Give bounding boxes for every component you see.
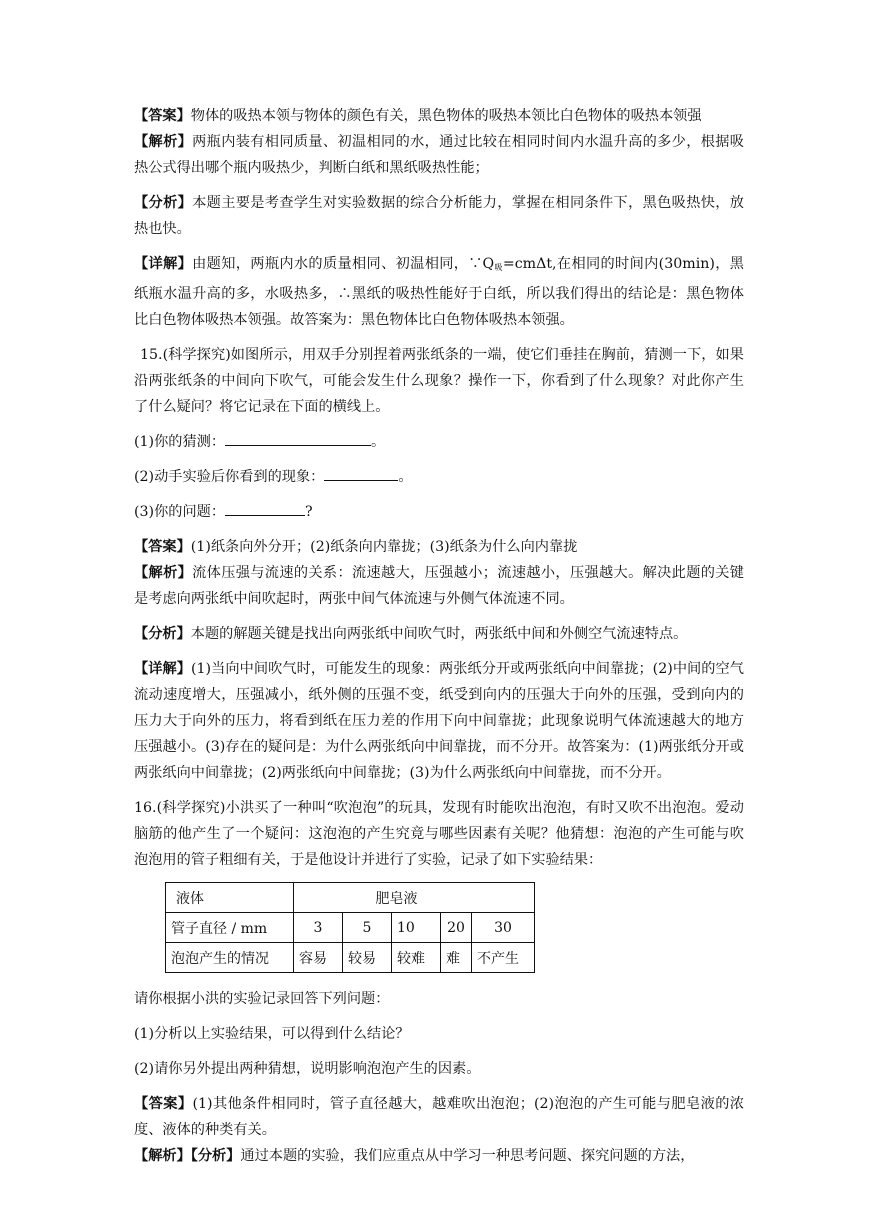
table-cell: 肥皂液 (294, 883, 535, 913)
table-cell: 5 (343, 913, 392, 943)
discussion-tag: 【分析】 (134, 195, 193, 211)
experiment-table (165, 882, 535, 973)
answer-tag: 【答案】 (134, 539, 191, 555)
analysis-tag: 【解析】 (134, 565, 193, 581)
detail-text-b: =cmΔt,在相同的时间内(30min)，黑纸瓶水温升高的多，水吸热多，∴黑纸的吸热性能好于白纸，所以我们得出的结论是：黑色物体比白色物体吸热本领强。故答案为：黑色物体比白色物体吸热本领强。 (134, 256, 744, 328)
question-16-sub2: (2)请你另外提出两种猜想，说明影响泡泡产生的因素。 (134, 1061, 481, 1077)
table-cell: 30 (472, 913, 535, 943)
detail-text: (1)当向中间吹气时，可能发生的现象：两张纸分开或两张纸向中间靠拢；(2)中间的空气流动速度增大，压强减小，纸外侧的压强不变，纸受到向内的压强大于向外的压强，受到向内的压力大于向外的压力，将看到纸在压力差的作用下向中间靠拢；此现象说明气体流速越大的地方压强越小。(3)存在的疑问是：为什么两张纸向中间靠拢，而不分开。故答案为：(1)两张纸分开或两张纸向中间靠拢；(2)两张纸向中间靠拢；(3)为什么两张纸向中间靠拢，而不分开。 (134, 661, 744, 781)
answer-tag: 【答案】 (134, 1096, 193, 1112)
answer-paragraph (134, 103, 744, 129)
sub1-end: 。 (371, 434, 386, 450)
discussion-text: 本题的解题关键是找出向两张纸中间吹气时，两张纸中间和外侧空气流速特点。 (190, 626, 688, 642)
table-cell: 3 (294, 913, 343, 943)
analysis-tag: 【解析】【分析】 (134, 1148, 241, 1164)
answer-blank-1[interactable] (225, 431, 371, 446)
sub3-end: ? (305, 504, 313, 520)
q16-analysis-paragraph (134, 1143, 744, 1169)
table-cell: 泡泡产生的情况 (166, 943, 294, 973)
q15-discussion-paragraph (134, 621, 744, 647)
table-cell: 难 (441, 943, 472, 973)
sub2-label: (2)动手实验后你看到的现象： (134, 469, 325, 485)
detail-paragraph (134, 251, 744, 333)
sub1-label: (1)你的猜测： (134, 434, 226, 450)
table-cell: 20 (441, 913, 472, 943)
question-16-prompt: 请你根据小洪的实验记录回答下列问题： (134, 991, 390, 1007)
table-cell: 较难 (392, 943, 441, 973)
analysis-text: 流体压强与流速的关系：流速越大，压强越小；流速越小，压强越大。解决此题的关键是考虑向两张纸中间吹起时，两张中间气体流速与外侧气体流速不同。 (134, 565, 744, 607)
sub3-label: (3)你的问题： (134, 504, 226, 520)
table-cell: 不产生 (472, 943, 535, 973)
analysis-paragraph (134, 129, 744, 181)
discussion-paragraph (134, 190, 744, 242)
table-cell: 容易 (294, 943, 343, 973)
answer-text: (1)其他条件相同时，管子直径越大，越难吹出泡泡；(2)泡泡的产生可能与肥皂液的浓度、液体的种类有关。 (134, 1096, 744, 1138)
answer-text: 物体的吸热本领与物体的颜色有关，黑色物体的吸热本领比白色物体的吸热本领强 (190, 108, 702, 124)
subscript-absorb: 吸 (494, 263, 503, 272)
table-cell: 液体 (166, 883, 294, 913)
detail-tag: 【详解】 (134, 661, 191, 677)
table-cell: 10 (392, 913, 441, 943)
analysis-text: 两瓶内装有相同质量、初温相同的水，通过比较在相同时间内水温升高的多少，根据吸热公式得出哪个瓶内吸热少，判断白纸和黑纸吸热性能； (134, 134, 744, 176)
question-15-sub2 (134, 464, 744, 490)
table-row (166, 913, 535, 943)
discussion-text: 本题主要是考查学生对实验数据的综合分析能力，掌握在相同条件下，黑色吸热快，放热也快。 (134, 195, 744, 237)
analysis-tag: 【解析】 (134, 134, 193, 150)
answer-text: (1)纸条向外分开；(2)纸条向内靠拢；(3)纸条为什么向内靠拢 (190, 539, 578, 555)
table-row (166, 943, 535, 973)
q15-analysis-paragraph (134, 560, 744, 612)
q15-answer-paragraph (134, 534, 744, 560)
question-16-sub1: (1)分析以上实验结果，可以得到什么结论？ (134, 1026, 410, 1042)
analysis-text: 通过本题的实验，我们应重点从中学习一种思考问题、探究问题的方法， (240, 1148, 695, 1164)
q15-detail-paragraph (134, 656, 744, 786)
table-cell: 较易 (343, 943, 392, 973)
detail-tag: 【详解】 (134, 256, 193, 272)
discussion-tag: 【分析】 (134, 626, 191, 642)
table-cell: 管子直径 / mm (166, 913, 294, 943)
detail-text-a: 由题知，两瓶内水的质量相同、初温相同，∵Q (192, 256, 495, 272)
q16-answer-paragraph (134, 1091, 744, 1143)
table-row (166, 883, 535, 913)
answer-blank-3[interactable] (225, 501, 305, 516)
sub2-end: 。 (398, 469, 413, 485)
document-page (134, 100, 744, 1169)
answer-tag: 【答案】 (134, 108, 191, 124)
question-15-sub3 (134, 499, 744, 525)
question-15-sub1 (134, 429, 744, 455)
question-15-stem: 15.(科学探究)如图所示，用双手分别捏着两张纸条的一端，使它们垂挂在胸前，猜测一下，如果沿两张纸条的中间向下吹气，可能会发生什么现象？操作一下，你看到了什么现象？对此你产生了什么疑问？将它记录在下面的横线上。 (134, 347, 744, 415)
question-16-stem: 16.(科学探究)小洪买了一种叫“吹泡泡”的玩具，发现有时能吹出泡泡，有时又吹不出泡泡。爱动脑筋的他产生了一个疑问：这泡泡的产生究竟与哪些因素有关呢？他猜想：泡泡的产生可能与吹泡泡用的管子粗细有关，于是他设计并进行了实验，记录了如下实验结果： (134, 800, 744, 868)
answer-blank-2[interactable] (324, 466, 398, 481)
